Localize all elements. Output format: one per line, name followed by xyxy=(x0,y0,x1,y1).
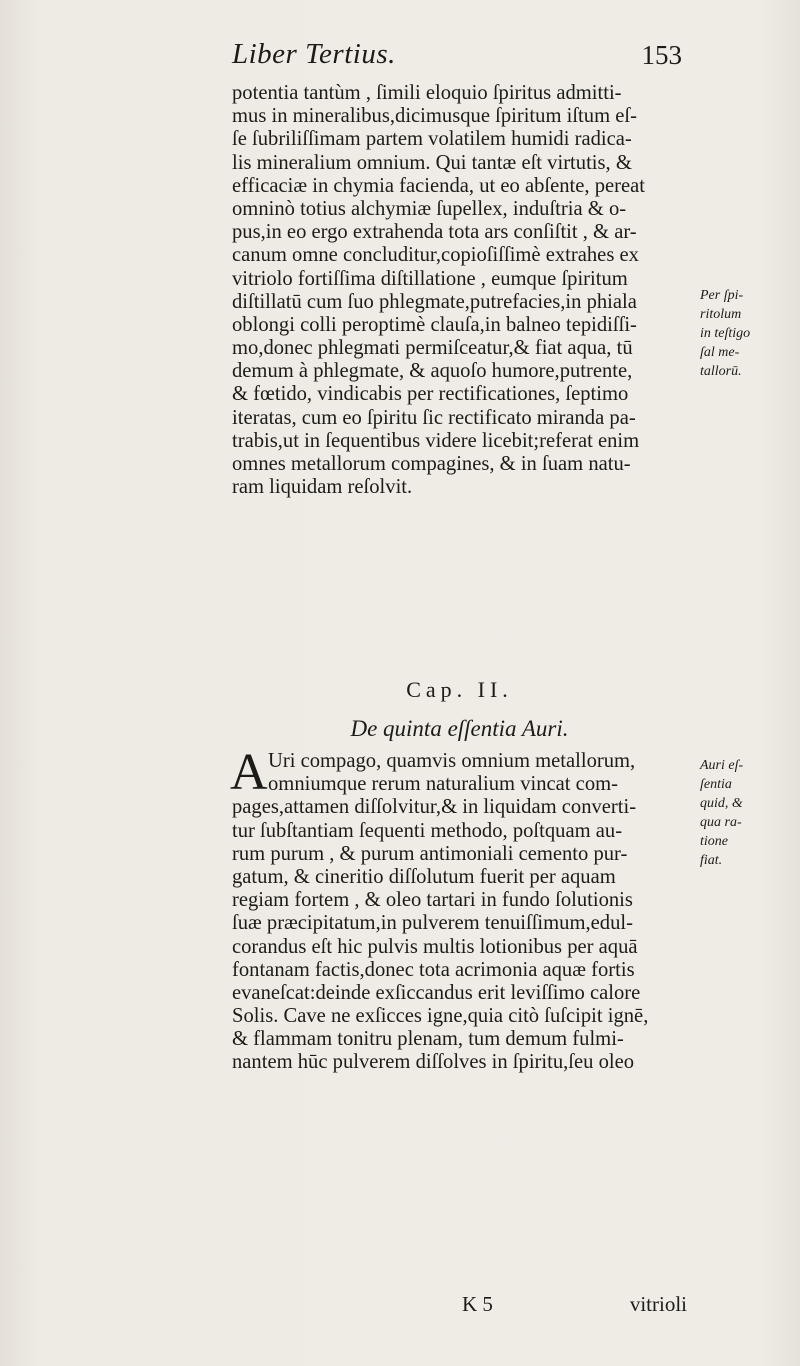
text-line: efficaciæ in chymia facienda, ut eo abſente, pereat xyxy=(232,174,646,197)
margin-note-line: Auri eſ- xyxy=(700,758,744,773)
text-line: omninò totius alchymiæ ſupellex, induſtria & o- xyxy=(232,197,627,220)
margin-note-line: qua ra- xyxy=(700,815,742,830)
page-number: 153 xyxy=(641,40,682,70)
text-line: regiam fortem , & oleo tartari in fundo ſolutionis xyxy=(232,889,633,912)
catchword: vitrioli xyxy=(629,1292,687,1316)
margin-note-line: quid, & xyxy=(700,796,743,811)
text-line: Solis. Cave ne exſicces igne,quia citò ſuſcipit ignē, xyxy=(232,1005,649,1028)
text-line: omnes metallorum compagines, & in ſuam natu- xyxy=(232,453,631,475)
text-line: & fœtido, vindicabis per rectificationes, ſeptimo xyxy=(232,383,629,406)
text-line: fontanam factis,donec tota acrimonia aquæ fortis xyxy=(232,958,635,981)
margin-note-line: Per ſpi- xyxy=(700,288,744,303)
running-title: Liber Tertius. xyxy=(232,38,396,70)
body-paragraph-1 xyxy=(232,82,687,499)
text-line: rum purum , & purum antimoniali cemento pur- xyxy=(232,842,628,865)
signature-mark: K 5 xyxy=(462,1292,493,1316)
text-line: corandus eſt hic pulvis multis lotionibus per aquā xyxy=(232,935,638,958)
text-line: pages,attamen diſſolvitur,& in liquidam converti- xyxy=(232,796,637,819)
margin-note-line: ritolum xyxy=(700,307,742,322)
margin-note-line: in teſtigo xyxy=(700,326,751,341)
margin-note-line: fiat. xyxy=(700,853,723,868)
text-line: mus in mineralibus,dicimusque ſpiritum iſtum eſ- xyxy=(232,105,637,128)
text-line: evaneſcat:deinde exſiccandus erit leviſſimo calore xyxy=(232,981,641,1004)
text-line: Uri compago, quamvis omnium metallorum, xyxy=(268,750,636,772)
text-line: omniumque rerum naturalium vincat com- xyxy=(268,773,618,796)
text-line: potentia tantùm , ſimili eloquio ſpiritus admitti- xyxy=(232,82,622,104)
margin-note-line: ſal me- xyxy=(700,345,740,360)
text-line: trabis,ut in ſequentibus videre licebit;referat enim xyxy=(232,429,640,452)
text-line: ſe ſubriliſſimam partem volatilem humidi radica- xyxy=(232,128,632,151)
page-footer xyxy=(232,1292,687,1322)
text-line: ram liquidam reſolvit. xyxy=(232,476,413,499)
text-line: diſtillatū cum ſuo phlegmate,putrefacies,in phiala xyxy=(232,290,637,313)
text-line: mo,donec phlegmati permiſceatur,& fiat aqua, tū xyxy=(232,337,633,360)
drop-cap: A xyxy=(230,744,268,801)
text-line: oblongi colli peroptimè clauſa,in balneo tepidiſſi- xyxy=(232,313,637,336)
text-line: & flammam tonitru plenam, tum demum fulmi- xyxy=(232,1028,624,1051)
text-line: gatum, & cineritio diſſolutum fuerit per aquam xyxy=(232,865,616,888)
text-line: tur ſubſtantiam ſequenti methodo, poſtquam au- xyxy=(232,819,623,842)
chapter-heading: Cap. II. xyxy=(406,677,513,702)
margin-note-line: tallorū. xyxy=(700,364,742,379)
text-line: nantem hūc pulverem diſſolves in ſpiritu,ſeu oleo xyxy=(232,1051,635,1074)
body-paragraph-2 xyxy=(230,744,687,1075)
chapter-title: De quinta eſſentia Auri. xyxy=(350,716,569,741)
margin-note-1 xyxy=(700,286,790,381)
text-line: vitriolo fortiſſima diſtillatione , eumque ſpiritum xyxy=(232,267,628,290)
text-line: iteratas, cum eo ſpiritu ſic rectificato miranda pa- xyxy=(232,406,636,429)
margin-note-line: tione xyxy=(700,834,728,849)
text-line: pus,in eo ergo extrahenda tota ars conſiſtit , & ar- xyxy=(232,221,637,244)
text-line: ſuæ præcipitatum,in pulverem tenuiſſimum,edul- xyxy=(232,912,633,935)
margin-note-2 xyxy=(700,756,790,870)
page-header xyxy=(232,38,682,78)
text-line: lis mineralium omnium. Qui tantæ eſt virtutis, & xyxy=(232,151,632,174)
margin-note-line: ſentia xyxy=(700,777,732,792)
text-line: canum omne concluditur,copioſiſſimè extrahes ex xyxy=(232,244,639,267)
text-line: demum à phlegmate, & aquoſo humore,putrente, xyxy=(232,360,633,383)
